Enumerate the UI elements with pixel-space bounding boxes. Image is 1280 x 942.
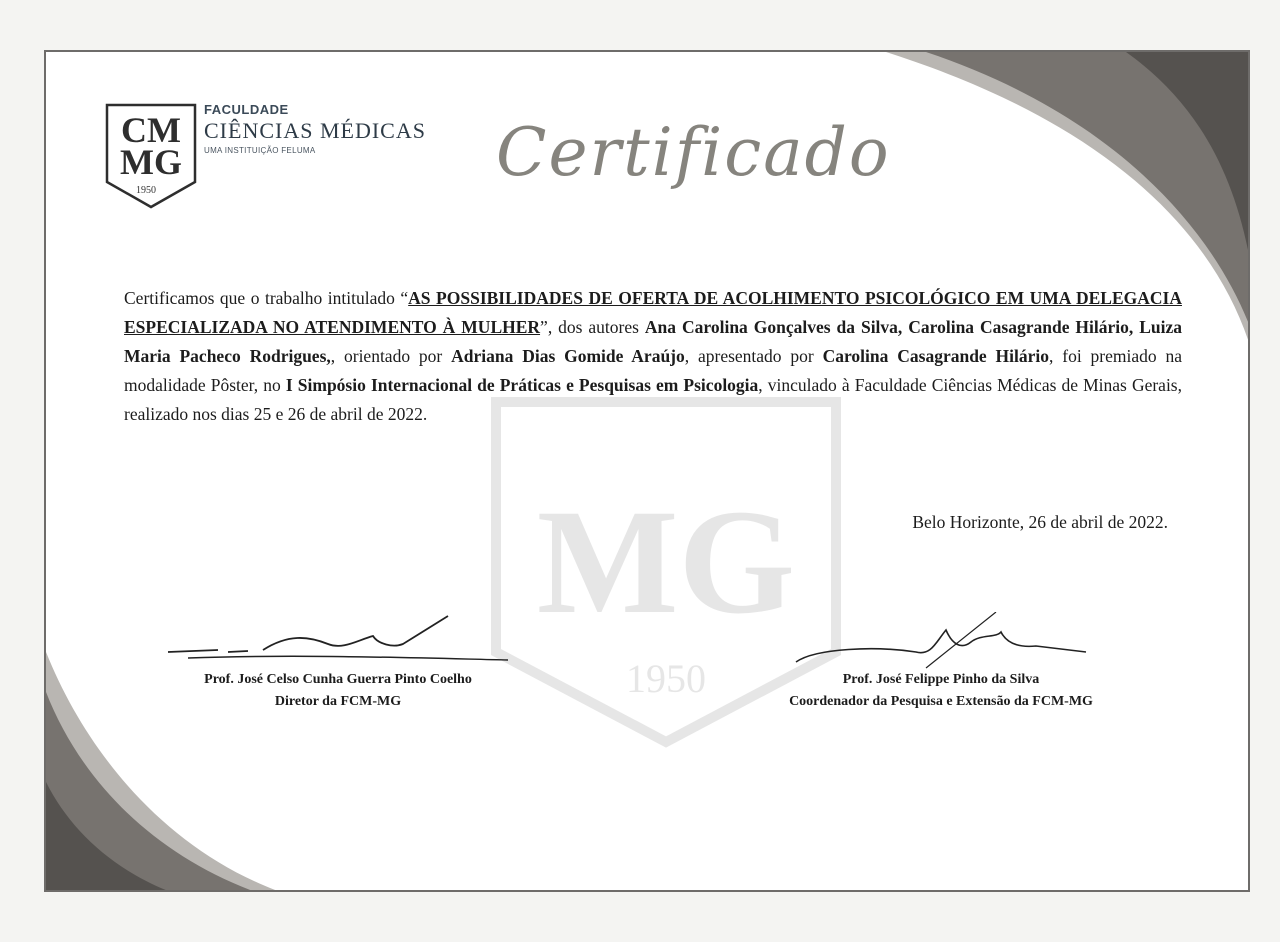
brand-line-2: CIÊNCIAS MÉDICAS	[204, 118, 426, 143]
authors: Ana Carolina Gonçalves da Silva, Carolina Casagrande Hilário, Luiza Maria Pacheco Rodrigues,	[124, 317, 1182, 366]
body-authors-lead: ”, dos autores	[540, 317, 645, 337]
certificate	[44, 50, 1250, 892]
brand-line-1: FACULDADE	[204, 102, 289, 117]
signature-coordinator-icon	[756, 612, 1126, 670]
advisor: Adriana Dias Gomide Araújo	[451, 346, 685, 366]
svg-text:MG: MG	[536, 479, 796, 645]
institution-logo	[104, 102, 434, 214]
brand-line-3: UMA INSTITUIÇÃO FELUMA	[204, 146, 316, 155]
signature-block-coordinator	[756, 612, 1126, 710]
presenter: Carolina Casagrande Hilário	[822, 346, 1050, 366]
body-advisor-lead: , orientado por	[330, 346, 452, 366]
body-intro: Certificamos que o trabalho intitulado “	[124, 288, 409, 308]
svg-text:MG: MG	[120, 142, 182, 182]
signature-block-director	[158, 614, 518, 710]
signature-director-icon	[158, 614, 518, 670]
event-name: I Simpósio Internacional de Práticas e Pesquisas em Psicologia	[285, 375, 759, 395]
seal-year: 1950	[136, 185, 156, 196]
brand-text	[204, 102, 426, 155]
signature-director-role: Diretor da FCM-MG	[274, 694, 402, 709]
svg-text:CM: CM	[121, 110, 181, 150]
signature-coordinator-name: Prof. José Felippe Pinho da Silva	[842, 672, 1040, 687]
body-event-lead: , foi premiado na modalidade Pôster, no	[124, 346, 1182, 395]
signature-coordinator-role: Coordenador da Pesquisa e Extensão da FCM-MG	[789, 694, 1093, 709]
work-title: AS POSSIBILIDADES DE OFERTA DE ACOLHIMENTO PSICOLÓGICO EM UMA DELEGACIA ESPECIALIZADA NO ATENDIMENTO À MULHER	[124, 288, 1182, 337]
body-presenter-lead: , apresentado por	[684, 346, 823, 366]
certificate-body	[124, 284, 1182, 429]
watermark-year: 1950	[626, 656, 706, 701]
body-closing: , vinculado à Faculdade Ciências Médicas de Minas Gerais, realizado nos dias 25 e 26 de abril de 2022.	[124, 375, 1182, 424]
city-date: Belo Horizonte, 26 de abril de 2022.	[912, 512, 1168, 532]
signature-director-name: Prof. José Celso Cunha Guerra Pinto Coelho	[204, 672, 472, 687]
certificate-title: Certificado	[496, 114, 891, 191]
